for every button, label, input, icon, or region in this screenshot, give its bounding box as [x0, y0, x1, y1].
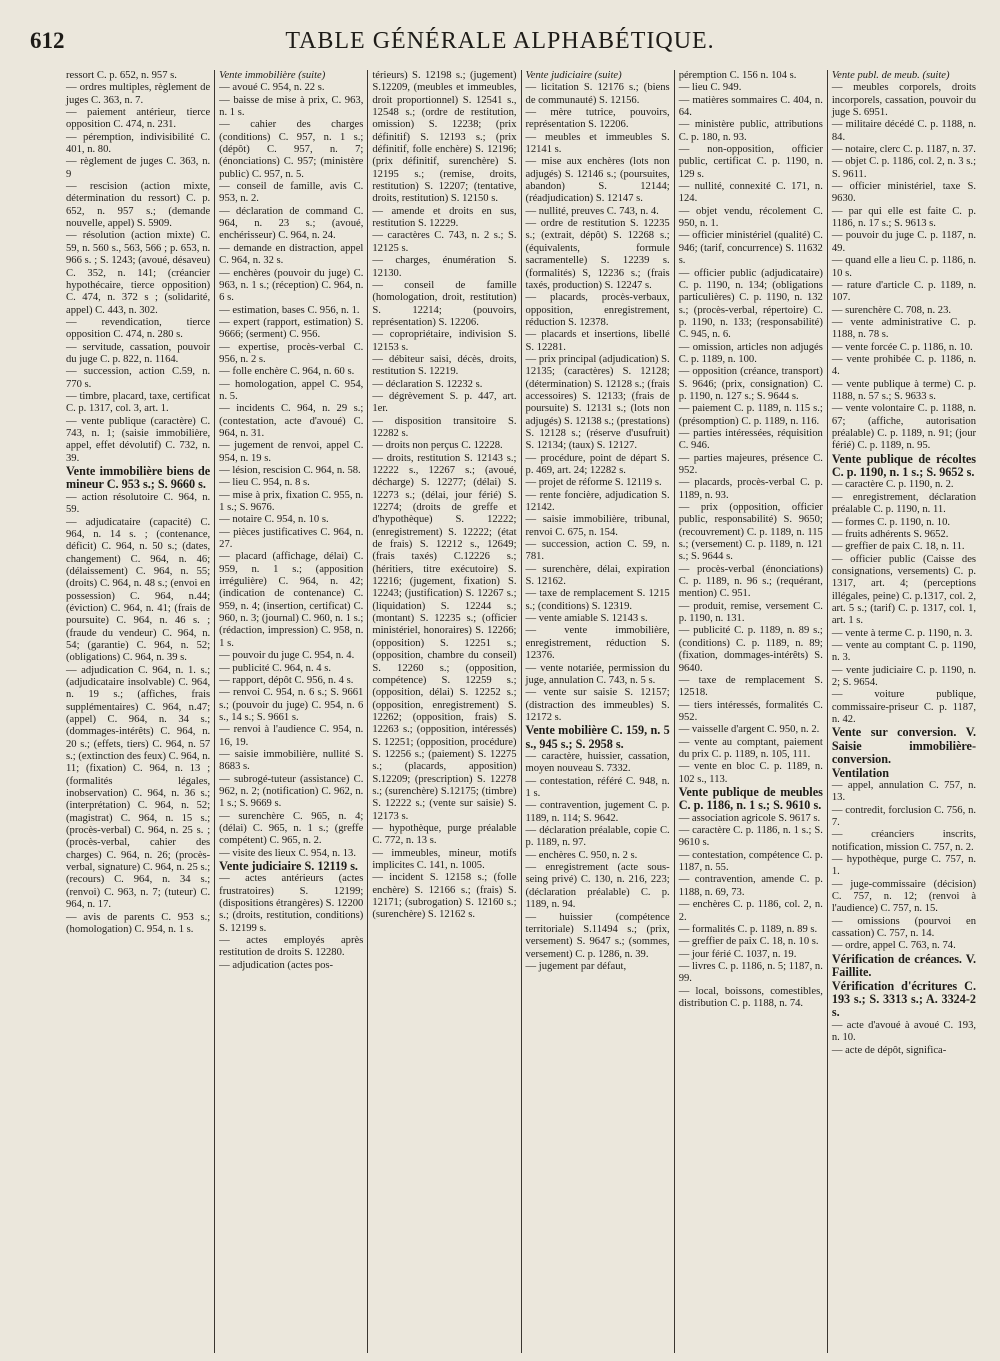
- index-heading: Vente mobilière C. 159, n. 5 s., 945 s.; S. 2958 s.: [525, 723, 670, 751]
- index-entry: — lieu C. 954, n. 8 s.: [219, 477, 310, 489]
- index-entry: — baisse de mise à prix, C. 963, n. 1 s.: [219, 94, 364, 119]
- index-entry: — timbre, placard, taxe, certificat C. p. 1317, col. 3, art. 1.: [66, 390, 211, 415]
- index-entry: — visite des lieux C. 954, n. 13.: [219, 847, 357, 859]
- index-entry: — huissier (compétence territoriale) S.11494 s.; (prix, versement) S. 9647 s.; (sommes, versement) C. p. 1286, n. 39.: [525, 911, 670, 960]
- index-entry: — actes employés après restitution de droits S. 12280.: [219, 935, 364, 959]
- index-entry: — vente publique à terme) C. p. 1188, n. 57 s.; S. 9633 s.: [831, 378, 977, 402]
- index-entry: — surenchère C. 965, n. 4; (délai) C. 965, n. 1 s.; (greffe compétent) C. 965, n. 2.: [219, 810, 364, 847]
- index-entry: — adjudication (actes pos-: [219, 959, 334, 971]
- index-entry: — subrogé-tuteur (assistance) C. 962, n. 2; (notification) C. 962, n. 1 s.; S. 9669 s.: [219, 773, 364, 810]
- index-entry: — droits non perçus C. 12228.: [372, 440, 503, 452]
- index-entry: — vaisselle d'argent C. 950, n. 2.: [678, 724, 820, 736]
- index-entry: — péremption, indivisibilité C. 401, n. 80.: [66, 131, 211, 156]
- index-entry: — par qui elle est faite C. p. 1186, n. 17 s.; S. 9613 s.: [831, 205, 977, 230]
- index-entry: — taxe de remplacement S. 12518.: [678, 674, 823, 699]
- index-entry: — immeubles, mineur, motifs implicites C. 141, n. 1005.: [372, 847, 517, 871]
- index-entry: — hypothèque, purge préalable C. 772, n. 13 s.: [372, 822, 517, 847]
- index-entry: — surenchère, délai, expiration S. 12162.: [525, 563, 670, 588]
- index-entry: péremption C. 156 n. 104 s.: [678, 70, 797, 81]
- index-entry: — adjudication C. 964, n. 1. s.; (adjudicataire insolvable) C. 964, n. 19 s.; (affiches, frais supplémentaires) C. 964, n.47; (appel) C. 964, n. 34 s.; (dommages-intérêts) C. 964, n. 20 s.; (effets, tiers) C. 964, n. 57 s.; (extinction des feux) C. 964, n. 11; (fixation) C. 964, n. 13 ; (formalités légales, inobservation) C. 964, n. 36 s.; (interprétation) C. 964, n. 52; (magistrat) C. 964, n. 15 s.; (procès-verbal) C. 964, n. 25 s. ; (procès-verbal, cahier des charges) C. 964, n. 26; (procès-verbal, signature) C. 964, n. 25 s.; (recours) C. 964, n. 34 s.; (renvoi) C. 963, n. 7; (tuteur) C. 964, n. 17.: [66, 664, 211, 911]
- index-heading: Vente publique de meubles C. p. 1186, n. 1 s.; S. 9610 s.: [678, 784, 823, 813]
- index-entry: — avis de parents C. 953 s.; (homologation) C. 954, n. 1 s.: [66, 911, 211, 935]
- index-entry: — vente judiciaire C. p. 1190, n. 2; S. 9654.: [831, 664, 977, 688]
- index-entry: — parties intéressées, réquisition C. 946.: [678, 427, 823, 452]
- index-entry: — publicité C. 964, n. 4 s.: [219, 662, 331, 674]
- index-entry: — ordre de restitution S. 12235 s.; (extrait, dépôt) S. 12268 s.; (équivalents, formule sacramentelle) S. 12239 s. (formalités) S, 12236 s.; (frais taxés, production) S. 12247 s.: [525, 218, 670, 291]
- index-entry: — nullité, connexité C. 171, n. 124.: [678, 181, 823, 205]
- index-entry: ressort C. p. 652, n. 957 s.: [66, 70, 177, 81]
- index-entry: — vente prohibée C. p. 1186, n. 4.: [831, 353, 977, 378]
- continued-heading: Vente judiciaire (suite): [525, 70, 622, 81]
- index-entry: — avoué C. 954, n. 22 s.: [219, 82, 325, 94]
- index-entry: — saisie immobilière, nullité S. 8683 s.: [219, 748, 364, 773]
- index-entry: — adjudicataire (capacité) C. 964, n. 14 s. ; (contenance, déficit) C. 964, n. 50 s.; (dates, changement) C. 964, n. 46; (délaissement) C. 964, n. 55; (droits) C. 964, n. 48 s.; (envoi en possession) C. 964, n.44; (éviction) C. 964, n. 41; (frais de poursuite) C. 964, n. 46 s. ; (fraude du vendeur) C. 964, n. 54; (garantie) C. 964, n. 52; (obligations) C. 964, n. 39 s.: [66, 516, 211, 664]
- index-entry: — notaire C. 954, n. 10 s.: [219, 514, 329, 526]
- index-entry: — procès-verbal (énonciations) C. p. 1189, n. 96 s.; (requérant, mention) C. 951.: [678, 563, 823, 600]
- index-entry: — rapport, dépôt C. 956, n. 4 s.: [219, 674, 354, 686]
- index-entry: — publicité C. p. 1189, n. 89 s.; (conditions) C. p. 1189, n. 89; (fixation, dommages-intérêts) S. 9640.: [678, 625, 823, 674]
- index-entry: — conseil de famille (homologation, droit, restitution) S. 12214; (pouvoirs, représentation) S. 12206.: [372, 279, 517, 328]
- index-entry: — actes antérieurs (actes frustratoires) S. 12199; (dispositions étrangères) S. 12200 s.; (droits, restitution, conditions) S. 12199 s.: [219, 873, 364, 934]
- index-entry: — lésion, rescision C. 964, n. 58.: [219, 465, 361, 476]
- index-heading: Vente immobilière biens de mineur C. 953 s.; S. 9660 s.: [66, 464, 211, 492]
- index-column: [827, 70, 980, 1353]
- index-entry: — copropriétaire, indivision S. 12153 s.: [372, 329, 517, 353]
- index-entry: — contestation, compétence C. p. 1187, n. 55.: [678, 849, 823, 874]
- index-entry: — rescision (action mixte, détermination du ressort) C. p. 652, n. 957 s.; (demande nouvelle, appel) S. 5909.: [66, 181, 211, 230]
- index-entry: — expert (rapport, estimation) S. 9666; (serment) C. 956.: [219, 316, 364, 341]
- index-entry: — produit, remise, versement C. p. 1190, n. 131.: [678, 600, 823, 625]
- index-entry: — vente sur saisie S. 12157; (distraction des immeubles) S. 12172 s.: [525, 687, 670, 723]
- index-entry: — rente foncière, adjudication S. 12142.: [525, 489, 670, 514]
- index-entry: — greffier de paix C. 18, n. 10 s.: [678, 936, 819, 948]
- index-entry: — mise aux enchères (lots non adjugés) S. 12146 s.; (poursuites, abandon) S. 12144; (réadjudication) S. 12147 s.: [525, 156, 670, 205]
- index-columns: [62, 70, 980, 1353]
- index-entry: — enchères C. 950, n. 2 s.: [525, 849, 638, 861]
- index-entry: — prix principal (adjudication) S. 12135; (caractères) S. 12128; (détermination) S. 12128 s.; (frais accessoires) S. 12133; (frais de poursuite) S. 12131 s.; (lots non adjugés) S. 12138 s.; (prestations) S. 12128 s.; (réserve d'usufruit) S. 12134; (taux) S. 12127.: [525, 353, 670, 452]
- index-heading: Vérification d'écritures C. 193 s.; S. 3313 s.; A. 3324-2 s.: [831, 978, 977, 1020]
- index-entry: — juge-commissaire (décision) C. 757, n. 12; (renvoi à l'audience) C. 757, n. 15.: [831, 878, 977, 915]
- index-entry: — droits, restitution S. 12143 s.; 12222 s., 12267 s.; (avoué, décharge) S. 12277; (délai) S. 12273 s.; (délai, jour férié) S. 12274; (droits de greffe et d'hypothèque) S. 12222; (enregistrement) S. 12222; (état de frais) S. 12212 s., 12649; (frais taxés) C.12226 s.; (héritiers, titre exécutoire) S. 12216; (jugement, fixation) S. 12243; (justification) S. 12267 s.; (liquidation) S. 12244 s.; (montant) S. 12235 s.; (officier ministériel, honoraires) S. 12266; (opposition) S. 12251 s.; (opposition, chambre du conseil) S. 12260 s.; (opposition, compétence) S. 12259 s.; (opposition, délai) S. 12252 s.; (opposition, enregistrement) S. 12262; (opposition, frais) S. 12263 s.; (opposition, intéressés) S. 12251; (opposition, procédure) S. 12256 s.; (paiement) S. 12275 s.; (placards, apposition) S.12209; (prescription) S. 12278 s.; (surenchère) S.12175; (timbre) S. 12222 s.; (vente sur saisie) S. 12173 s.: [372, 452, 517, 822]
- index-entry: — paiement antérieur, tierce opposition C. 474, n. 231.: [66, 107, 211, 131]
- index-entry: — lieu C. 949.: [678, 82, 742, 94]
- index-entry: — vente amiable S. 12143 s.: [525, 613, 648, 625]
- index-entry: — formes C. p. 1190, n. 10.: [831, 516, 951, 528]
- index-entry: — dégrèvement S. p. 447, art. 1er.: [372, 390, 517, 415]
- index-entry: — contravention, jugement C. p. 1189, n. 114; S. 9642.: [525, 800, 670, 824]
- continued-heading: Vente immobilière (suite): [219, 70, 326, 81]
- index-entry: térieurs) S. 12198 s.; (jugement) S.12209, (meubles et immeubles, droit proportionnel) S. 12541 s., 12548 s.; (ordre de restitution, omission) S. 12238; (prix définitif) S. 12193 s.; (prix définitif, folle enchère) S. 12196; (prix définitif, surenchère) S. 12195 s.; (remise, droits, restitution) S. 12207; (tentative, droits, restitution) S. 12150 s.: [372, 70, 517, 205]
- index-entry: — placards, procès-verbal C. p. 1189, n. 93.: [678, 477, 823, 501]
- index-entry: — surenchère C. 708, n. 23.: [831, 304, 952, 316]
- index-entry: — licitation S. 12176 s.; (biens de communauté) S. 12156.: [525, 82, 670, 106]
- index-column: [62, 70, 214, 1353]
- index-entry: — servitude, cassation, pouvoir du juge C. p. 822, n. 1164.: [66, 341, 211, 365]
- index-entry: — matières sommaires C. 404, n. 64.: [678, 94, 823, 119]
- index-entry: — placards, procès-verbaux, opposition, enregistrement, réduction S. 12378.: [525, 292, 670, 328]
- index-entry: — jugement de renvoi, appel C. 954, n. 19 s.: [219, 440, 364, 464]
- index-heading: Vente sur conversion. V. Saisie immobilière-conversion.: [831, 725, 977, 767]
- index-entry: — taxe de remplacement S. 1215 s.; (conditions) S. 12319.: [525, 588, 670, 612]
- index-entry: — officier public (Caisse des consignations, versements) C. p. 1317, art. 4; (perceptions illégales, peine) C. p.1317, col. 2, art. 5 s.; (tarif) C. p. 1317, col. 1, art. 1 s.: [831, 553, 977, 627]
- index-entry: — ordres multiples, règlement de juges C. 363, n. 7.: [66, 82, 211, 106]
- index-entry: — résolution (action mixte) C. 59, n. 560 s., 563, 566 ; p. 653, n. 966 s. ; S. 1243; (avoué, désaveu) C. 352, n. 141; (créancier hypothécaire, tierce opposition) C. 474, n. 372 s ; (solidarité, appel) C. 443, n. 302.: [66, 230, 211, 316]
- index-entry: — vente volontaire C. p. 1188, n. 67; (affiche, autorisation préalable) C. p. 1189, n. 91; (jour férié) C. p. 1189, n. 95.: [831, 403, 977, 452]
- index-entry: — vente en bloc C. p. 1189, n. 102 s., 113.: [678, 761, 823, 785]
- index-entry: — livres C. p. 1186, n. 5; 1187, n. 99.: [678, 960, 823, 985]
- index-entry: — ordre, appel C. 763, n. 74.: [831, 940, 956, 952]
- index-entry: — fruits adhérents S. 9652.: [831, 528, 949, 540]
- index-heading: Vente publique de récoltes C. p. 1190, n. 1 s.; S. 9652 s.: [831, 451, 977, 480]
- index-entry: — rature d'article C. p. 1189, n. 107.: [831, 279, 977, 304]
- index-entry: — nullité, preuves C. 743, n. 4.: [525, 205, 659, 217]
- index-entry: — jour férié C. 1037, n. 19.: [678, 948, 797, 960]
- index-entry: — parties majeures, présence C. 952.: [678, 452, 823, 476]
- index-column: [214, 70, 367, 1353]
- index-entry: — caractère C. p. 1186, n. 1 s.; S. 9610 s.: [678, 825, 823, 849]
- index-column: [521, 70, 674, 1353]
- index-entry: — caractère, huissier, cassation, moyen nouveau S. 7332.: [525, 751, 670, 775]
- index-entry: — cahier des charges (conditions) C. 957, n. 1 s.; (dépôt) C. 957, n. 7; (énonciations) C. 957; (ministère public) C. 957, n. 5.: [219, 119, 364, 180]
- index-entry: — voiture publique, commissaire-priseur C. p. 1187, n. 42.: [831, 689, 977, 725]
- index-entry: — acte de dépôt, significa-: [831, 1044, 947, 1056]
- index-entry: — contredit, forclusion C. 756, n. 7.: [831, 804, 977, 828]
- index-entry: — officier ministériel, taxe S. 9630.: [831, 181, 977, 205]
- index-entry: — vente au comptant C. p. 1190, n. 3.: [831, 639, 977, 664]
- index-entry: — charges, énumération S. 12130.: [372, 255, 517, 279]
- index-entry: — caractères C. 743, n. 2 s.; S. 12125 s.: [372, 230, 517, 254]
- index-entry: — militaire décédé C. p. 1188, n. 84.: [831, 119, 977, 143]
- index-entry: — amende et droits en sus, restitution S. 12229.: [372, 205, 517, 230]
- index-entry: — notaire, clerc C. p. 1187, n. 37.: [831, 144, 976, 156]
- index-entry: — action résolutoire C. 964, n. 59.: [66, 491, 211, 516]
- index-entry: — mère tutrice, pouvoirs, représentation S. 12206.: [525, 107, 670, 131]
- index-entry: — prix (opposition, officier public, responsabilité) S. 9650; (recouvrement) C. p. 1189, n. 115 s.; (versement) C. p. 1189, n. 121 s.; S. 9644 s.: [678, 502, 823, 563]
- index-entry: — vente immobilière, enregistrement, réduction S. 12376.: [525, 625, 670, 662]
- index-entry: — greffier de paix C. 18, n. 11.: [831, 541, 965, 553]
- index-entry: — vente au comptant, paiement du prix C. p. 1189, n. 105, 111.: [678, 736, 823, 760]
- index-entry: — ministère public, attributions C. p. 180, n. 93.: [678, 119, 823, 143]
- index-entry: — objet C. p. 1186, col. 2, n. 3 s.; S. 9611.: [831, 156, 977, 180]
- index-entry: — vente notariée, permission du juge, annulation C. 743, n. 5 s.: [525, 662, 670, 686]
- index-entry: — déclaration S. 12232 s.: [372, 378, 483, 390]
- index-entry: — homologation, appel C. 954, n. 5.: [219, 378, 364, 402]
- index-entry: — incidents C. 964, n. 29 s.; (contestation, acte d'avoué) C. 964, n. 31.: [219, 403, 364, 439]
- index-entry: — projet de réforme S. 12119 s.: [525, 477, 662, 489]
- index-entry: — objet vendu, récolement C. 950, n. 1.: [678, 205, 823, 230]
- index-entry: — local, boissons, comestibles, distribution C. p. 1188, n. 74.: [678, 985, 823, 1009]
- index-entry: — estimation, bases C. 956, n. 1.: [219, 304, 360, 316]
- index-entry: — débiteur saisi, décès, droits, restitution S. 12219.: [372, 353, 517, 378]
- index-entry: — enregistrement (acte sous-seing privé) C. 130, n. 216, 223; (déclaration préalable) C. p. 1189, n. 94.: [525, 862, 670, 911]
- index-entry: — contravention, amende C. p. 1188, n. 69, 73.: [678, 874, 823, 898]
- index-entry: — succession, action C. 59, n. 781.: [525, 539, 670, 563]
- index-entry: — opposition (créance, transport) S. 9646; (prix, consignation) C. p. 1190, n. 127 s.; S. 9644 s.: [678, 366, 823, 402]
- index-entry: — folle enchère C. 964, n. 60 s.: [219, 366, 355, 378]
- index-entry: — enchères C. p. 1186, col. 2, n. 2.: [678, 899, 823, 923]
- index-entry: — créanciers inscrits, notification, mission C. 757, n. 2.: [831, 829, 977, 853]
- index-entry: — tiers intéressés, formalités C. 952.: [678, 699, 823, 723]
- index-entry: — acte d'avoué à avoué C. 193, n. 10.: [831, 1019, 977, 1044]
- index-entry: — procédure, point de départ S. p. 469, art. 24; 12282 s.: [525, 452, 670, 476]
- page-number: 612: [30, 28, 65, 53]
- index-entry: — meubles et immeubles S. 12141 s.: [525, 131, 670, 156]
- index-entry: — omissions (pourvoi en cassation) C. 757, n. 14.: [831, 915, 977, 940]
- index-entry: — hypothèque, purge C. 757, n. 1.: [831, 854, 977, 878]
- index-entry: — disposition transitoire S. 12282 s.: [372, 415, 517, 439]
- index-entry: — paiement C. p. 1189, n. 115 s.; (présomption) C. p. 1189, n. 116.: [678, 403, 823, 427]
- index-entry: — renvoi à l'audience C. 954, n. 16, 19.: [219, 724, 364, 748]
- index-entry: — non-opposition, officier public, certificat C. p. 1190, n. 129 s.: [678, 144, 823, 180]
- index-entry: — vente administrative C. p. 1188, n. 78 s.: [831, 316, 977, 341]
- index-entry: — expertise, procès-verbal C. 956, n. 2 s.: [219, 341, 364, 365]
- index-entry: — succession, action C.59, n. 770 s.: [66, 366, 211, 390]
- index-entry: — conseil de famille, avis C. 953, n. 2.: [219, 181, 364, 205]
- index-entry: — revendication, tierce opposition C. 474, n. 280 s.: [66, 316, 211, 341]
- index-heading: Vente judiciaire S. 12119 s.: [219, 859, 358, 873]
- continued-heading: Vente publ. de meub. (suite): [831, 70, 950, 81]
- index-entry: — placard (affichage, délai) C. 959, n. 1 s.; (apposition irrégulière) C. 964, n. 42; (indication de contenance) C. 959, n. 4; (insertion, certificat) C. 960, n. 3; (journal) C. 960, n. 1 s.; (rédaction, impression) C. 958, n. 1 s.: [219, 551, 364, 649]
- index-entry: — enregistrement, déclaration préalable C. p. 1190, n. 11.: [831, 491, 977, 516]
- index-entry: — meubles corporels, droits incorporels, cassation, pouvoir du juge S. 6951.: [831, 82, 977, 119]
- index-heading: Vérification de créances. V. Faillite.: [831, 951, 977, 980]
- page-title: TABLE GÉNÉRALE ALPHABÉTIQUE.: [285, 28, 715, 54]
- index-entry: — officier public (adjudicataire) C. p. 1190, n. 134; (obligations particulières) C. p. 1190, n. 132 s.; (procès-verbal, répertoire) C. p. 1190, n. 133; (responsabilité) C. 945, n. 6.: [678, 267, 823, 341]
- index-entry: — formalités C. p. 1189, n. 89 s.: [678, 923, 818, 935]
- index-column: [674, 70, 827, 1353]
- page-header: [30, 28, 970, 62]
- index-entry: — règlement de juges C. 363, n. 9: [66, 156, 211, 180]
- index-entry: — caractère C. p. 1190, n. 2.: [831, 479, 954, 491]
- index-entry: — renvoi C. 954, n. 6 s.; S. 9661 s.; (pouvoir du juge) C. 954, n. 6 s., 14 s.; S. 9661 s.: [219, 687, 364, 723]
- index-entry: — demande en distraction, appel C. 964, n. 32 s.: [219, 242, 364, 267]
- index-entry: — enchères (pouvoir du juge) C. 963, n. 1 s.; (réception) C. 964, n. 6 s.: [219, 267, 364, 304]
- index-entry: — appel, annulation C. 757, n. 13.: [831, 779, 977, 804]
- index-entry: — association agricole S. 9617 s.: [678, 812, 821, 824]
- index-entry: — vente publique (caractère) C. 743, n. 1; (saisie immobilière, appel, effet dévolutif) C. 732, n. 39.: [66, 415, 211, 464]
- index-entry: — déclaration préalable, copie C. p. 1189, n. 97.: [525, 825, 670, 849]
- index-entry: — pouvoir du juge C. 954, n. 4.: [219, 650, 355, 662]
- index-entry: — placards et insertions, libellé S. 12281.: [525, 329, 670, 353]
- index-entry: — quand elle a lieu C. p. 1186, n. 10 s.: [831, 255, 977, 279]
- index-entry: — jugement par défaut,: [525, 960, 627, 972]
- index-entry: — mise à prix, fixation C. 955, n. 1 s.; S. 9676.: [219, 489, 364, 514]
- index-entry: — pièces justificatives C. 964, n. 27.: [219, 526, 364, 551]
- index-entry: — incident S. 12158 s.; (folle enchère) S. 12166 s.; (frais) S. 12171; (subrogation) S. 12160 s.; (surenchère) S. 12162 s.: [372, 872, 517, 921]
- index-entry: — omission, articles non adjugés C. p. 1189, n. 100.: [678, 341, 823, 365]
- index-entry: — saisie immobilière, tribunal, renvoi C. 675, n. 154.: [525, 514, 670, 538]
- index-entry: — officier ministériel (qualité) C. 946; (tarif, concurrence) S. 11632 s.: [678, 230, 823, 267]
- index-entry: — vente à terme C. p. 1190, n. 3.: [831, 627, 973, 639]
- index-heading: Ventilation: [831, 765, 889, 780]
- index-entry: — pouvoir du juge C. p. 1187, n. 49.: [831, 230, 977, 254]
- index-entry: — déclaration de command C. 964, n. 23 s.; (avoué, enchérisseur) C. 964, n. 24.: [219, 205, 364, 242]
- index-entry: — vente forcée C. p. 1186, n. 10.: [831, 341, 973, 353]
- index-column: [367, 70, 520, 1353]
- index-entry: — contestation, référé C. 948, n. 1 s.: [525, 775, 670, 800]
